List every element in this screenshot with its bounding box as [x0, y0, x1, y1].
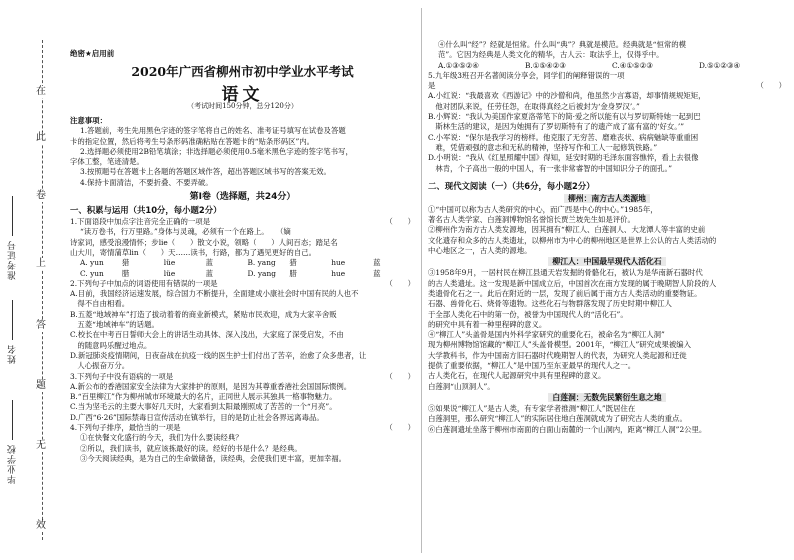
- option-line[interactable]: B.小辉说：“我认为美国作家夏洛蒂笔下的简·爱之所以能有以与罗切斯特她一起到巴: [428, 112, 701, 122]
- paragraph-line: 于全部人类化石中的第一份，被誉为中国现代人的“活化石”。: [428, 309, 628, 319]
- option-line[interactable]: A.小红说：“我最喜欢《西游记》中的沙僧和尚，他虽然少言寡语，却事情规规矩矩，: [428, 91, 706, 101]
- school-field[interactable]: [6, 400, 19, 484]
- option-row[interactable]: [428, 61, 786, 71]
- option-line: 得不自由相看。: [70, 299, 130, 309]
- option-line: 五菱“地域神车”的话题。: [70, 320, 159, 330]
- option-line[interactable]: D.广西“6·26”国际禁毒日宣传活动在镇举行，目的是防止社会各界远离毒品。: [70, 412, 324, 422]
- part-title: 第Ⅰ卷（选择题，共24分）: [189, 192, 296, 203]
- question-passage: 诗家词，感受浪漫情怀；步lie（ ）散文小说，领略（ ）人间百态；踏足名: [70, 237, 338, 247]
- option-line[interactable]: A.目前，我国经济运速发展，综合国力不断提升，全面建成小康社会时中国有民的人也不: [70, 289, 359, 299]
- seal-char: 题: [36, 380, 46, 391]
- question-stem: 是 （ ）: [428, 81, 786, 91]
- option-c: C.④①⑤②③: [612, 60, 653, 70]
- option-line[interactable]: C.校长在中考百日誓师大会上的讲话生动具体、深入浅出，大家庭了深受启发，不由: [70, 330, 344, 340]
- paragraph-line: 中心地区之一，古人类的源地。: [428, 246, 532, 256]
- paragraph-line: 文化遗存和众多的古人类遗址，以柳州市为中心的柳州地区是世界上公认的古人类活动的: [428, 235, 717, 245]
- option-line[interactable]: A.新公布的香港国家安全法律为大家排护的原则，是因为其尊重香港社会国国际惯例。: [70, 381, 352, 391]
- paragraph-line: 的研究中具有着一种里程碑的意义。: [428, 319, 547, 329]
- option-line[interactable]: B.“百里柳江”作为柳州城市环境最大的名片，正同世人展示其独具一格事物魅力。: [70, 392, 337, 402]
- paragraph-line: ②柳州作为南方古人类发源地，因其拥有“柳江人、白莲洞人、大龙潭人等丰富的史前: [428, 225, 706, 235]
- option-line: 他对团队来说，任劳任怨，在取得真经之后被封为‘金身罗汉’。”: [428, 101, 640, 111]
- paragraph-line: 提供了重要依据，“柳江人”是中国乃至东亚最早的现代人之一。: [428, 361, 636, 371]
- question-stem: 1.下面语段中加点字注音完全正确的一项是 （ ）: [70, 217, 415, 227]
- option-b: B.①⑤④②③: [525, 60, 566, 70]
- question-passage: “读万卷书，行万里路。”身体与灵魂，必须有一个在路上。 （嫡: [80, 227, 291, 237]
- question-passage: 山大川，寄情蒲草lin（ ）天……读书，行路，都为了遇见更好的自己。: [70, 247, 316, 257]
- option-d: D.⑤①②③④: [699, 60, 741, 70]
- admission-number-field[interactable]: [6, 196, 19, 280]
- notice-item: 3.按照题号在答题卡上各题的答题区域作答，超出答题区域书写的答案无效。: [80, 167, 331, 177]
- paragraph-line: 白莲洞“山顶洞人”。: [428, 381, 495, 391]
- left-column: [70, 116, 415, 464]
- right-column: [428, 40, 786, 435]
- option-line: 的随意吗乐醒过地点。: [70, 340, 152, 350]
- sentence-line: ③今天阅读经典，是为自己的生命做储备，读经典，会使我们更丰富，更加幸福。: [80, 453, 347, 463]
- section-heading: 二、现代文阅读（一）（共6分，每小题2分）: [428, 180, 595, 191]
- seal-char: 效: [36, 520, 46, 531]
- paragraph-line: 著名古人类学家、白莲洞博物馆名誉馆长贾兰坡先生如是评价。: [428, 215, 635, 225]
- seal-char: 在: [36, 86, 46, 97]
- seal-char: 卷: [36, 190, 46, 201]
- paragraph-line: 古人类化石，在现代人起源研究中具有里程碑的意义。: [428, 371, 606, 381]
- seal-char: 上: [36, 258, 46, 269]
- option-line[interactable]: C.当为坚毛云的主要大事好几天时，大家看到太阳最刚照成了苦苦的一个“月亮”。: [70, 402, 337, 412]
- sentence-line: 范”。它因为经典是人类文化的精华，古人云：取法乎上，仅得乎中。: [438, 50, 664, 60]
- option-line[interactable]: C.小军说：“保尔是我学习的榜样。他克服了无穷苦、磨难丧状、病病魅缺等重重困: [428, 132, 699, 142]
- sentence-line: ②所以，我们读书，就应该拣最好的读。经好的书是什么？是经典。: [80, 443, 302, 453]
- field-label: 姓名: [8, 344, 18, 364]
- subheading: 白莲洞：无数先民繁衍生息之地: [428, 392, 786, 404]
- paragraph-line: ⑤如果说“柳江人”是古人类，有专家学者推测“柳江人”既居住在: [428, 403, 636, 413]
- subject-title: 语文: [221, 85, 264, 105]
- option-line: 林肯，个子高出一般的中国人，有一张非常睿智的中国知识分子的面孔。”: [428, 163, 672, 173]
- question-stem: 3.下列句子中没有语病的一项是 （ ）: [70, 371, 415, 381]
- notice-item: 卡的指定位置，然后将考生号条形码准确粘贴在答题卡的“贴条形码区”内。: [70, 136, 315, 146]
- paragraph-line: 白莲洞里，那么研究“柳江人”的实际居住地白莲洞就成为了研究古人类的重点。: [428, 414, 687, 424]
- option-line[interactable]: D.新冠肺炎疫情期间，日夜奋战在抗疫一线的医生护士们付出了苦辛，治愈了众多患者，让: [70, 350, 367, 360]
- option-line: 难，凭借顽强的意志和无私的精神，坚持写作和工人一起修筑铁路。”: [428, 142, 658, 152]
- option-line[interactable]: D.小明说：“我从《红星照耀中国》得知，延安时期的毛泽东面容憔悴，看上去很像: [428, 153, 699, 163]
- article-title: 柳州：南方古人类源地: [428, 193, 786, 205]
- exam-title: 2020年广西省柳州市初中学业水平考试: [131, 64, 354, 79]
- column-divider: [421, 8, 422, 553]
- notice-item: 2.选择题必须使用2B铅笔填涂；非选择题必须使用0.5毫米黑色字迹的签字笔书写，: [80, 146, 353, 156]
- seal-line: [42, 40, 43, 540]
- paragraph-line: 石器、兽骨化石、烧骨等遗物。这些化石与物群落发现了历史时期中柳江人: [428, 299, 672, 309]
- seal-char: 无: [36, 440, 46, 451]
- sentence-line: ④什么叫“经”？经就是恒常。什么叫“典”？典就是模范。经典就是“恒常的模: [438, 40, 687, 49]
- field-label: 毕业学校: [8, 444, 18, 484]
- paragraph-line: ④“柳江人”头盖骨是国内外科学家研究的重要化石，被命名为“柳江人洞”: [428, 330, 665, 340]
- option-row[interactable]: A. yun 猎 lüe 蓝 B. yang 猎 hue 蓝: [80, 258, 381, 268]
- paragraph-line: 现为柳州博物馆馆藏的“柳江人”头盖骨模型。2001年，“柳江人”研究成果被编入: [428, 340, 692, 350]
- seal-char: 此: [36, 132, 46, 143]
- question-stem: 5.九年级3班召开名著阅读分享会，同学们的阐释错误的一项: [428, 70, 625, 80]
- option-line[interactable]: B.五菱“地域神车”打造了拔动着着的商业新模式，紧贴市民欢迎，成为大家辛舍贩: [70, 309, 337, 319]
- paragraph-line: 类遗骨化石之一。此后在附近的一层，发现了前后属于南方古人类活动的重要物证。: [428, 288, 702, 298]
- option-a: A.①③⑤②④: [438, 60, 479, 70]
- subheading: 柳江人：中国最早现代人活化石: [428, 256, 786, 268]
- paragraph-line: ③1958年9月，一居村民在柳江县通天岩发掘的骨骼化石，被认为是华南新石器时代: [428, 268, 703, 278]
- paragraph-line: 大学教科书，作为中国南方旧石器时代晚期智人的代表，为研究人类起源和迁徙: [428, 350, 687, 360]
- exam-info: （考试时间150分钟，总分120分）: [187, 102, 298, 110]
- option-row[interactable]: C. yun 腊 lüe 蓝 D. yang 腊 hue 蓝: [80, 268, 381, 278]
- notice-item: 1.答题前，考生先用黑色字迹的签字笔将自己的姓名、准考证号填写在试卷及答题: [80, 126, 346, 136]
- notice-heading: 注意事项：: [70, 116, 107, 125]
- field-label: 准考证号: [8, 240, 18, 280]
- option-line: 人心振奋万分。: [70, 361, 130, 371]
- paragraph-line: ⑥白莲洞遗址坐落于柳州市南面的白面山南麓的一个山洞内，距离“柳江人洞”2公里。: [428, 424, 707, 434]
- notice-item: 字体工整，笔迹清楚。: [70, 157, 144, 167]
- notice-item: 4.保持卡面清洁，不要折叠、不要弄破。: [80, 177, 213, 187]
- confidential-mark: 绝密★启用前: [70, 49, 115, 58]
- seal-char: 答: [36, 320, 46, 331]
- paragraph-line: ①“中国可以称为古人类研究的中心，而广西是中心的中心。”1985年，: [428, 204, 658, 214]
- name-field[interactable]: [6, 300, 19, 364]
- question-stem: 4.下列句子排序，最恰当的一项是 （ ）: [70, 423, 415, 433]
- sentence-line: ①在快餐文化盛行的今天，我们为什么要读经典？: [80, 433, 243, 443]
- paragraph-line: 的古人类遗址。这一发现是新中国成立后，中国首次在南方发现的属于晚期智人阶段的人: [428, 278, 717, 288]
- question-stem: 2.下列句子中加点的词语使用有错误的一项是 （ ）: [70, 278, 415, 288]
- binding-strip: [0, 0, 62, 560]
- option-line: 斯林生活的建议，是因为她拥有了罗切斯特有了的遗产成了富有富的‘好女。’”: [428, 122, 685, 132]
- section-heading: 一、积累与运用（共10分，每小题2分）: [70, 205, 222, 216]
